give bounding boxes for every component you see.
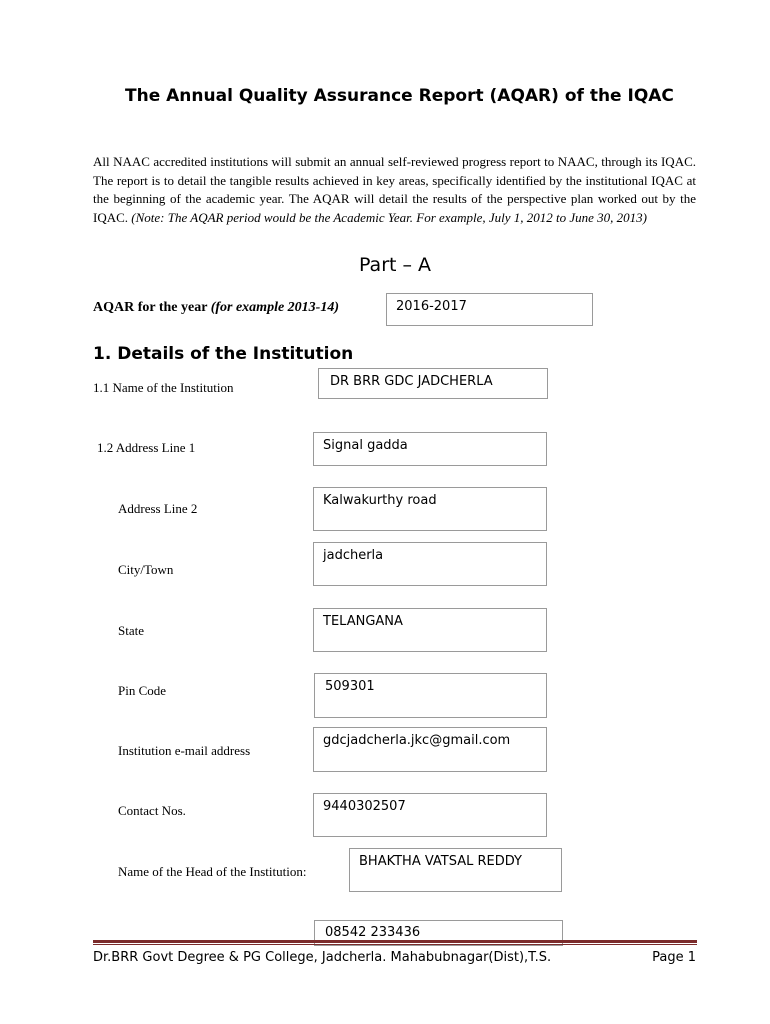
aqar-label-text: AQAR for the year: [93, 300, 211, 315]
aqar-year-label: [93, 300, 339, 316]
state-field[interactable]: TELANGANA: [313, 608, 547, 652]
intro-paragraph: [93, 153, 696, 227]
part-heading: Part – A: [358, 254, 432, 276]
footer-rule-thin: [93, 944, 697, 945]
page-number: Page 1: [652, 950, 696, 965]
head-name-field[interactable]: BHAKTHA VATSAL REDDY: [349, 848, 562, 892]
intro-text: All NAAC accredited institutions will submit an annual self-reviewed progress report to NAAC, through its IQAC. The report is to detail the tangible results achieved in key areas, specifically identified by the institutional IQAC at the beginning of the academic year. The AQAR will detail the results of the perspective plan worked out by the IQAC.: [93, 154, 696, 225]
institution-name-field[interactable]: DR BRR GDC JADCHERLA: [318, 368, 548, 399]
pin-field[interactable]: 509301: [314, 673, 547, 718]
contact-field[interactable]: 9440302507: [313, 793, 547, 837]
address2-field[interactable]: Kalwakurthy road: [313, 487, 547, 531]
city-field[interactable]: jadcherla: [313, 542, 547, 586]
pin-label: Pin Code: [118, 683, 167, 698]
aqar-year-field[interactable]: 2016-2017: [386, 293, 593, 326]
footer-college: Dr.BRR Govt Degree & PG College, Jadcherla. Mahabubnagar(Dist),T.S.: [93, 950, 552, 965]
document-title: The Annual Quality Assurance Report (AQAR) of the IQAC: [125, 86, 674, 106]
city-label: City/Town: [118, 562, 174, 577]
intro-note: (Note: The AQAR period would be the Academic Year. For example, July 1, 2012 to June 30, 2013): [131, 209, 647, 225]
contact-label: Contact Nos.: [118, 803, 186, 818]
head-label: Name of the Head of the Institution:: [118, 864, 307, 879]
email-field[interactable]: gdcjadcherla.jkc@gmail.com: [313, 727, 547, 772]
phone-field[interactable]: 08542 233436: [314, 920, 563, 946]
aqar-example: (for example 2013-14): [210, 300, 339, 315]
address2-label: Address Line 2: [118, 501, 198, 516]
address1-label: 1.2 Address Line 1: [97, 440, 196, 455]
name-label: 1.1 Name of the Institution: [93, 380, 234, 395]
address1-field[interactable]: Signal gadda: [313, 432, 547, 466]
state-label: State: [118, 623, 144, 638]
section-heading: 1. Details of the Institution: [93, 344, 354, 364]
email-label: Institution e-mail address: [118, 743, 251, 758]
footer-rule: [93, 940, 697, 943]
